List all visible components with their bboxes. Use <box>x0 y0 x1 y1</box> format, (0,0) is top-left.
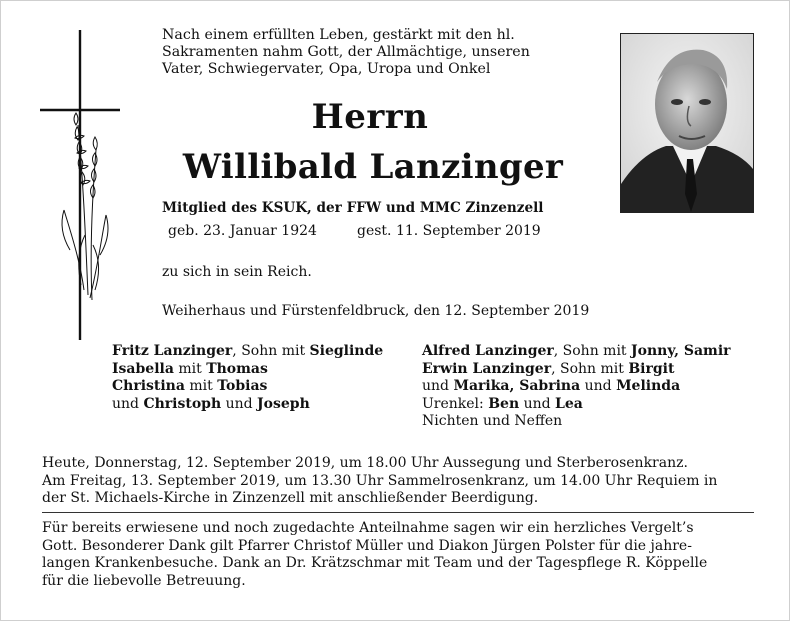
family-line <box>112 396 412 414</box>
family-name: Melinda <box>616 378 681 394</box>
family-name: Joseph <box>257 395 310 412</box>
service-line: der St. Michaels-Kirche in Zinzenzell mit anschließender Beerdigung. <box>42 490 539 506</box>
family-name: Isabella <box>112 360 174 377</box>
portrait-photo <box>620 33 754 213</box>
divider <box>42 512 754 513</box>
family-name: Jonny, Samir <box>631 343 731 359</box>
family-line: Nichten und Neffen <box>422 413 563 429</box>
membership-line: Mitglied des KSUK, der FFW und MMC Zinzenzell <box>162 200 544 216</box>
family-line <box>422 343 762 361</box>
family-name: Ben <box>488 395 520 412</box>
family-line <box>112 378 412 396</box>
intro-text <box>162 27 582 78</box>
thanks-line: für die liebevolle Betreuung. <box>42 572 246 589</box>
family-text: mit <box>184 378 218 394</box>
family-name: Tobias <box>217 378 268 394</box>
service-line: Heute, Donnerstag, 12. September 2019, um 18.00 Uhr Aussegung und Sterberosenkranz. <box>42 455 688 471</box>
family-name: Christoph <box>143 395 222 412</box>
family-name: Sieglinde <box>309 343 384 359</box>
intro-line: Nach einem erfüllten Leben, gestärkt mit den hl. <box>162 27 515 43</box>
family-text: mit <box>173 360 207 377</box>
family-name: Erwin Lanzinger <box>422 360 552 377</box>
family-text: und <box>422 378 454 394</box>
service-line: Am Freitag, 13. September 2019, um 13.30 Uhr Sammelrosenkranz, um 14.00 Uhr Requiem in <box>42 472 718 489</box>
family-left <box>112 343 412 413</box>
intro-line: Sakramenten nahm Gott, der Allmächtige, unseren <box>162 44 530 60</box>
birth-date: geb. 23. Januar 1924 <box>168 223 317 239</box>
family-line <box>112 343 412 361</box>
family-text: , Sohn mit <box>551 360 629 377</box>
cross-with-wheat-icon <box>40 30 120 340</box>
family-text: , Sohn mit <box>232 343 310 359</box>
salutation: Herrn <box>311 97 429 137</box>
family-line <box>422 396 762 414</box>
family-name: Thomas <box>206 360 268 377</box>
thanks-line: Gott. Besonderer Dank gilt Pfarrer Christof Müller und Diakon Jürgen Polster für die jahre- <box>42 537 692 554</box>
family-name: Alfred Lanzinger <box>422 343 554 359</box>
family-line <box>422 378 762 396</box>
family-name: Lea <box>555 395 583 412</box>
family-line <box>112 361 412 379</box>
reich-line: zu sich in sein Reich. <box>162 264 312 280</box>
intro-line: Vater, Schwiegervater, Opa, Uropa und Onkel <box>162 61 491 77</box>
service-info <box>42 455 754 508</box>
family-name: Fritz Lanzinger <box>112 343 233 359</box>
family-name: Marika, Sabrina <box>453 378 581 394</box>
family-text: und <box>221 395 258 412</box>
family-line <box>422 361 762 379</box>
family-text: und <box>580 378 617 394</box>
death-date: gest. 11. September 2019 <box>357 223 541 239</box>
family-name: Birgit <box>628 360 675 377</box>
family-text: und <box>519 395 556 412</box>
family-text: , Sohn mit <box>553 343 631 359</box>
family-right <box>422 343 762 431</box>
thanks-line: langen Krankenbesuche. Dank an Dr. Krätzschmar mit Team und der Tagespflege R. Köppelle <box>42 555 708 571</box>
family-text: Urenkel: <box>422 395 489 412</box>
family-text: und <box>112 395 144 412</box>
family-name: Christina <box>112 378 185 394</box>
thanks-line: Für bereits erwiesene und noch zugedachte Anteilnahme sagen wir ein herzliches Vergelt’s <box>42 520 694 536</box>
life-dates <box>168 223 588 240</box>
deceased-name: Willibald Lanzinger <box>182 147 564 187</box>
place-date-line: Weiherhaus und Fürstenfeldbruck, den 12. September 2019 <box>162 303 590 319</box>
thanks-text <box>42 520 754 590</box>
